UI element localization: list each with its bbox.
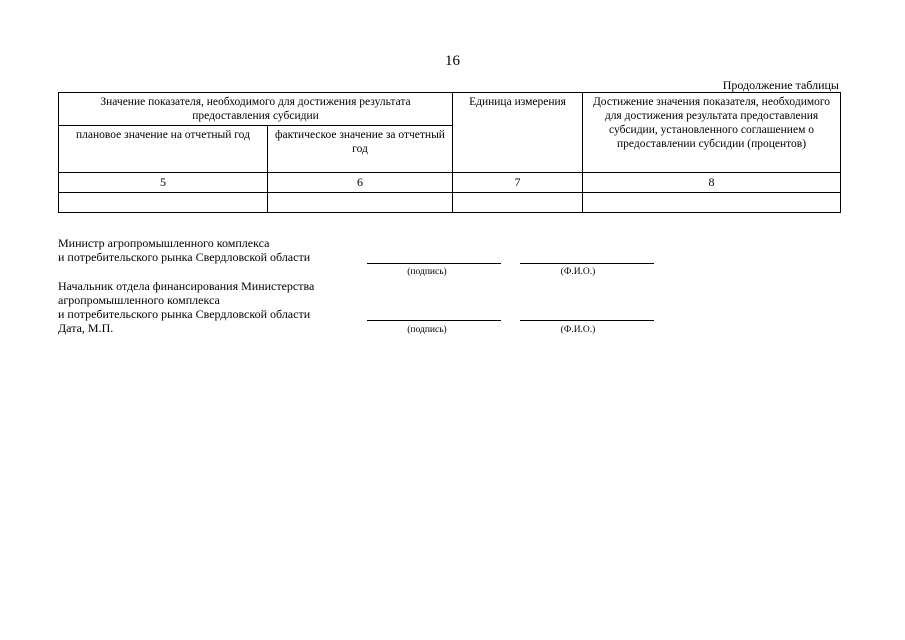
minister-title-line: Министр агропромышленного комплекса [58,236,270,250]
column-number: 5 [59,173,268,193]
head-title-line: и потребительского рынка Свердловской области [58,307,311,321]
head-signature-line [367,320,501,321]
header-achievement: Достижение значения показателя, необходимого для достижения результата предоставления субсидии, установленного соглашением о предоставлении субсидии (процентов) [583,93,841,173]
header-indicator-value: Значение показателя, необходимого для достижения результата предоставления субсидии [59,93,453,126]
head-signature-block [58,279,314,335]
head-title-line: агропромышленного комплекса [58,293,220,307]
table-cell [583,193,841,213]
header-actual-value: фактическое значение за отчетный год [268,126,453,173]
indicator-table [58,92,841,213]
column-number: 6 [268,173,453,193]
table-cell [59,193,268,213]
column-number: 8 [583,173,841,193]
minister-name-caption: (Ф.И.О.) [560,267,596,277]
column-number: 7 [453,173,583,193]
table-continuation-label: Продолжение таблицы [722,78,839,92]
head-title-line: Начальник отдела финансирования Министерства [58,279,315,293]
head-name-line [520,320,654,321]
minister-signature-line [367,263,501,264]
minister-signature-caption: (подпись) [407,267,447,277]
page-number: 16 [445,53,460,69]
minister-signature-block [58,236,310,264]
minister-title-line: и потребительского рынка Свердловской области [58,250,311,264]
column-number-row [59,173,841,193]
minister-name-line [520,263,654,264]
header-unit: Единица измерения [453,93,583,173]
header-planned-value: плановое значение на отчетный год [59,126,268,173]
table-header-row [59,93,841,126]
head-signature-caption: (подпись) [407,325,447,335]
date-stamp-label: Дата, М.П. [58,321,114,335]
table-cell [268,193,453,213]
table-row [59,193,841,213]
table-cell [453,193,583,213]
head-name-caption: (Ф.И.О.) [560,325,596,335]
